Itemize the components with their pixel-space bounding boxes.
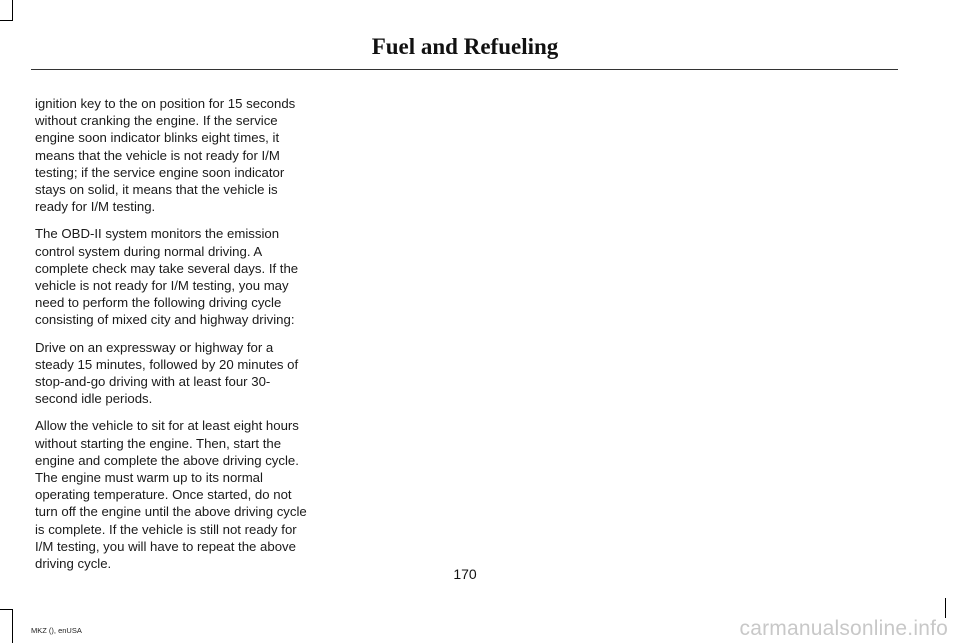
- paragraph-2: The OBD-II system monitors the emission control system during normal driving. A complete check may take several days. If the vehicle is not ready for I/M testing, you may need to perform the following driving cycle consisting of mixed city and highway driving:: [35, 226, 299, 328]
- paragraph-3: Drive on an expressway or highway for a steady 15 minutes, followed by 20 minutes of stop-and-go driving with at least four 30-second idle periods.: [35, 339, 299, 407]
- watermark-text: carmanualsonline.info: [739, 617, 948, 640]
- paragraph-4: Allow the vehicle to sit for at least eight hours without starting the engine. Then, start the engine and complete the above driving cycle. The engine must warm up to its normal operating temperature. Once started, do not turn off the engine until the above driving cycle is complete. If the vehicle is still not ready for I/M testing, you will have to repeat the above driving cycle.: [35, 418, 307, 572]
- document-code: MKZ (), enUSA: [31, 626, 82, 635]
- text-column: [35, 95, 307, 582]
- page-number: 170: [453, 566, 477, 582]
- crop-mark-top-left-vertical: [12, 0, 13, 20]
- header-divider: [31, 69, 898, 70]
- crop-mark-bottom-right-vertical: [945, 598, 946, 618]
- crop-mark-top-left-horizontal: [0, 20, 13, 21]
- paragraph-1: ignition key to the on position for 15 seconds without cranking the engine. If the service engine soon indicator blinks eight times, it means that the vehicle is not ready for I/M testing; if the service engine soon indicator stays on solid, it means that the vehicle is ready for I/M testing.: [35, 96, 296, 215]
- crop-mark-bottom-left-vertical: [12, 609, 13, 643]
- page-header-title: Fuel and Refueling: [371, 34, 559, 59]
